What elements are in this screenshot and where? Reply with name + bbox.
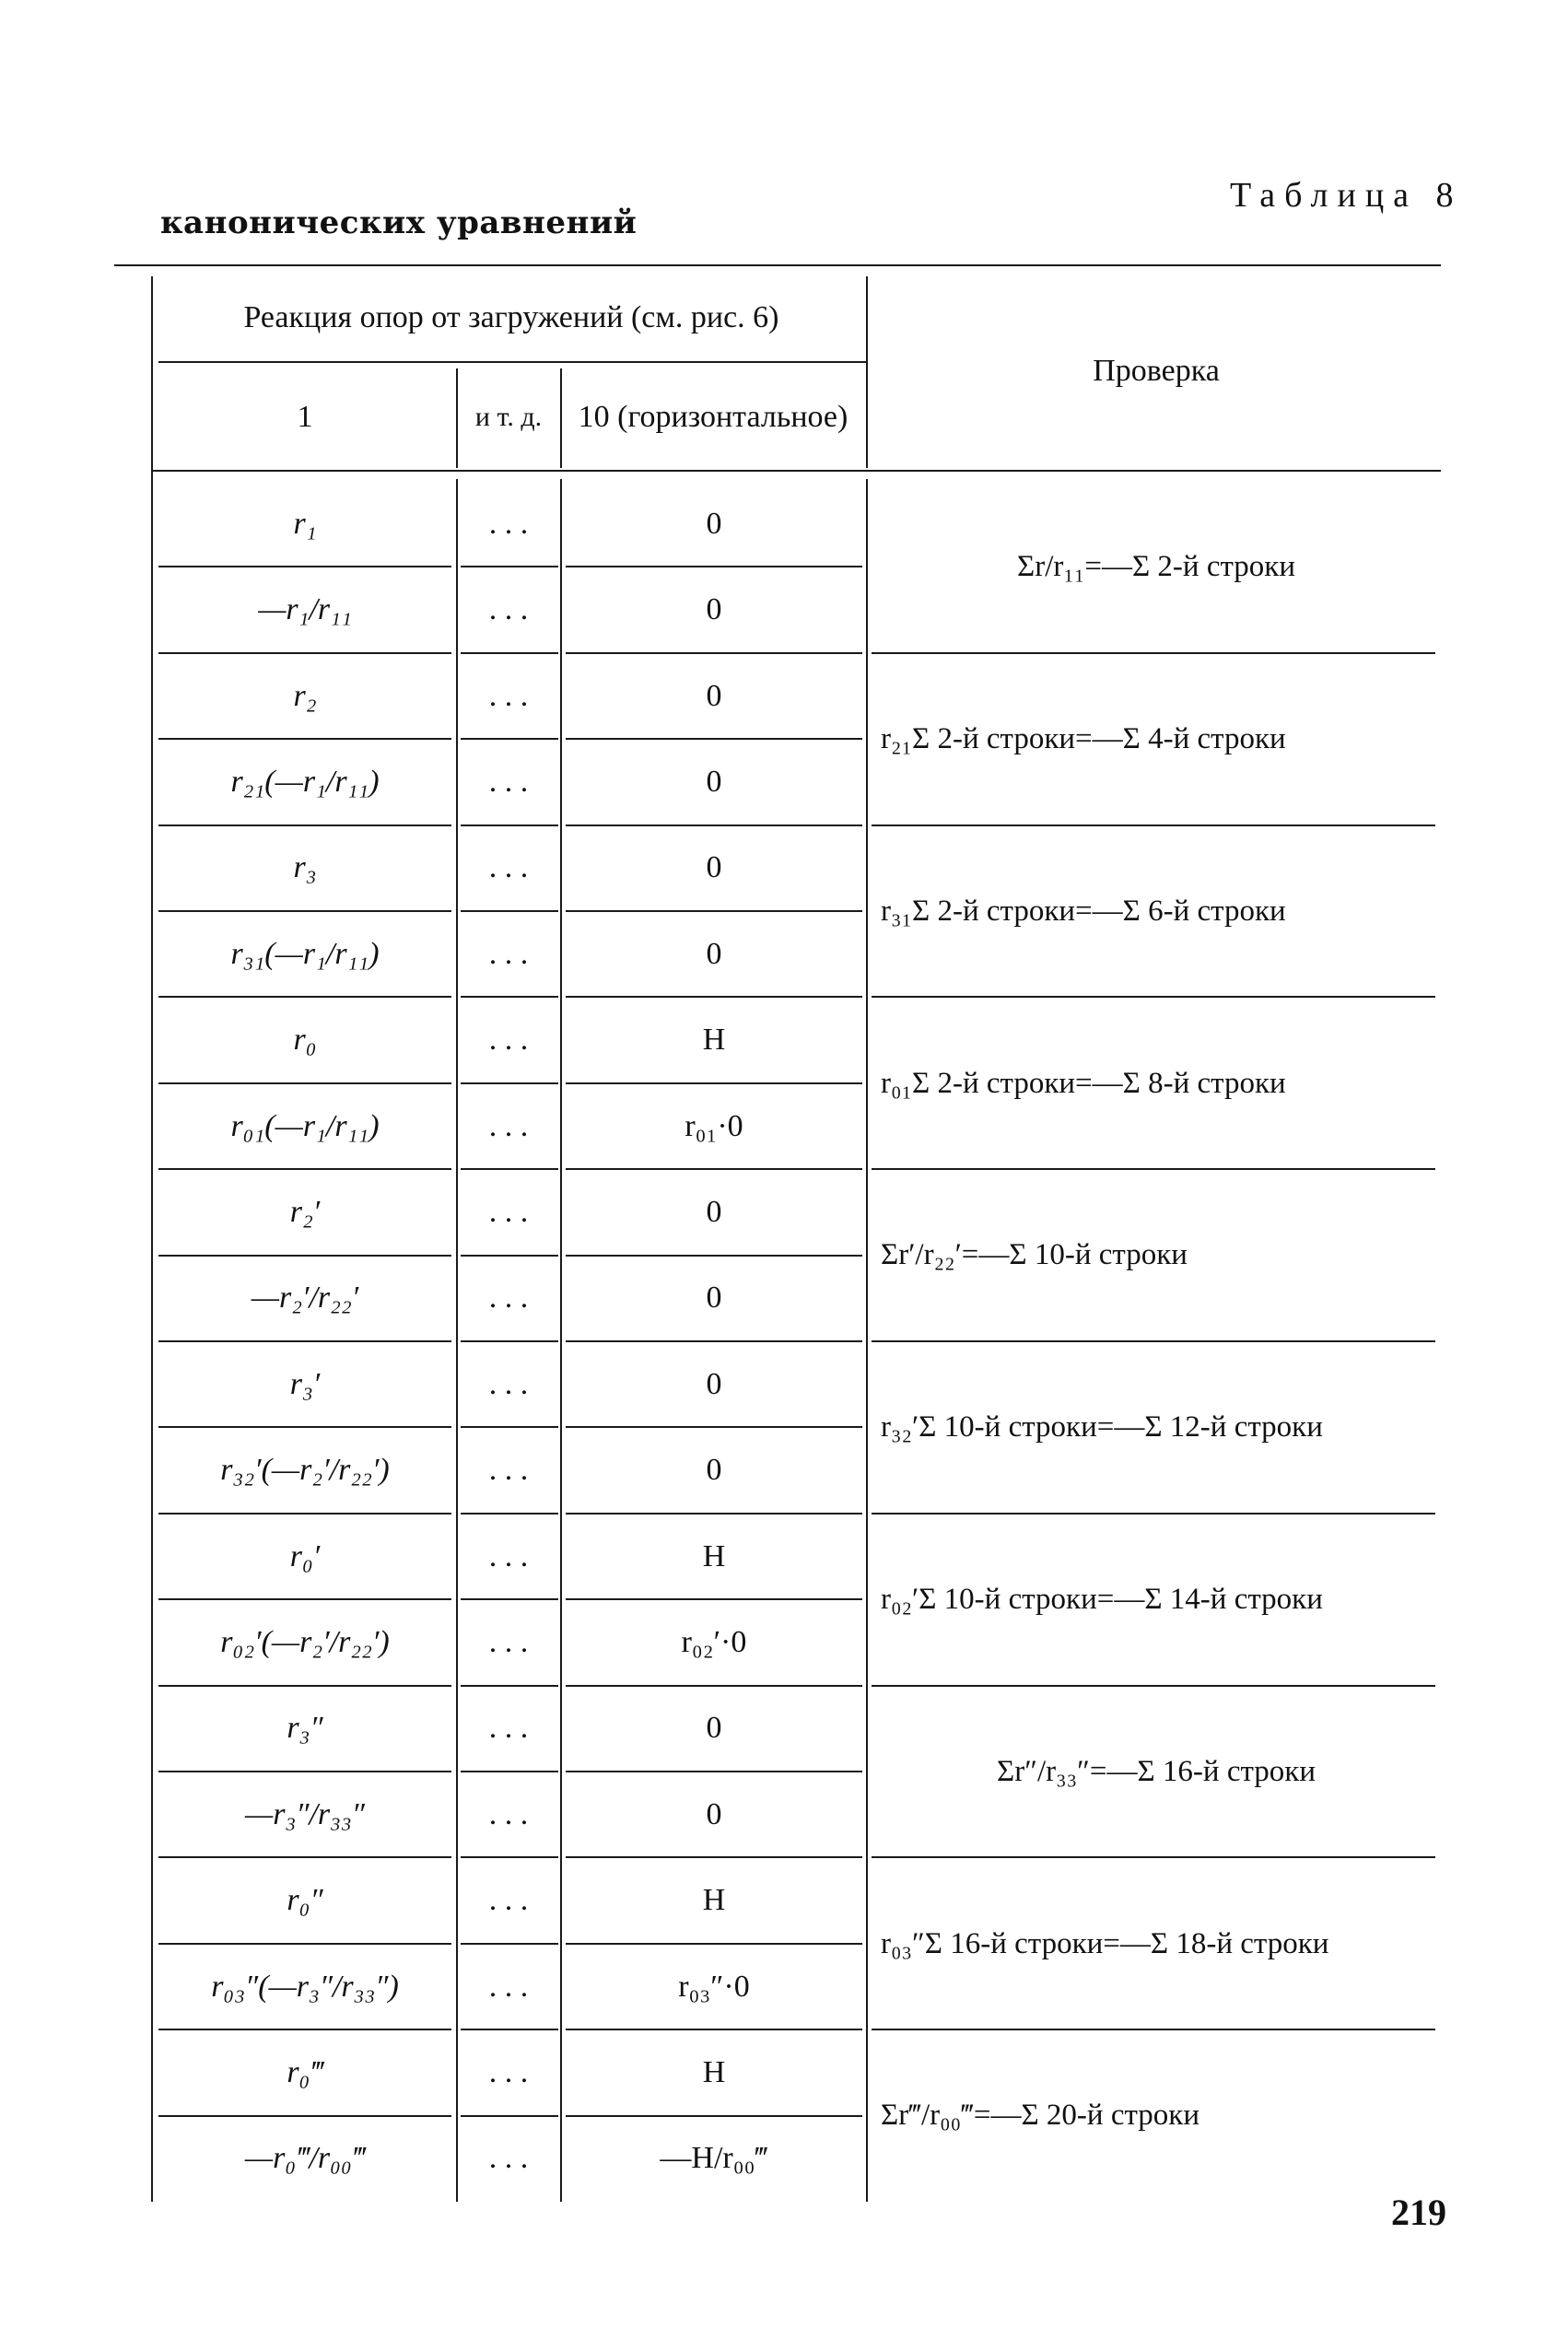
row-12-load-1: r₃₂′(—r₂′/r₂₂′) (220, 1453, 390, 1488)
row-11-ellipsis: . . . (488, 1366, 529, 1401)
check-9: r₀₃″Σ 16-й строки=—Σ 18-й строки (881, 1926, 1329, 1960)
check-1: Σr/r₁₁=—Σ 2-й строки (1017, 550, 1295, 584)
row-2-ellipsis: . . . (488, 592, 529, 627)
row-14-load-10: r₀₂′·0 (681, 1625, 747, 1660)
row-17-load-1: r₀″ (287, 1883, 323, 1918)
row-16-ellipsis: . . . (488, 1796, 529, 1831)
row-1-ellipsis: . . . (488, 506, 529, 541)
table-top-rule (114, 264, 1441, 266)
row-12-load-10: 0 (706, 1453, 722, 1488)
header-col-divider-1 (456, 368, 458, 468)
row-20-load-1: —r₀‴/r₀₀‴ (244, 2141, 366, 2176)
header-bottom-rule (151, 470, 1441, 472)
col-divider-1 (456, 479, 458, 2202)
row-10-load-10: 0 (706, 1281, 722, 1316)
check-5: Σr′/r₂₂′=—Σ 10-й строки (881, 1238, 1188, 1272)
row-7-ellipsis: . . . (488, 1023, 529, 1058)
row-9-load-10: 0 (706, 1195, 722, 1230)
header-col-divider-2 (560, 368, 562, 468)
col-divider-2 (560, 479, 562, 2202)
row-5-load-10: 0 (706, 850, 722, 885)
table-number: Таблица 8 (1230, 176, 1463, 215)
row-4-load-1: r₂₁(—r₁/r₁₁) (230, 765, 380, 800)
check-col-divider (866, 479, 868, 2202)
row-8-load-1: r₀₁(—r₁/r₁₁) (230, 1108, 380, 1143)
row-14-load-1: r₀₂′(—r₂′/r₂₂′) (220, 1625, 390, 1660)
row-10-load-1: —r₂′/r₂₂′ (251, 1281, 359, 1316)
row-12-ellipsis: . . . (488, 1453, 529, 1488)
row-5-ellipsis: . . . (488, 850, 529, 885)
row-15-ellipsis: . . . (488, 1711, 529, 1746)
row-18-load-10: r₀₃″·0 (678, 1969, 750, 2004)
table-caption: канонических уравнений (160, 205, 638, 241)
row-3-load-1: r₂ (293, 678, 317, 713)
row-20-load-10: —H/r₀₀‴ (660, 2141, 768, 2176)
row-13-ellipsis: . . . (488, 1538, 529, 1573)
header-col-3: 10 (горизонтальное) (578, 400, 848, 435)
row-3-load-10: 0 (706, 678, 722, 713)
row-16-load-10: 0 (706, 1796, 722, 1831)
check-8: Σr″/r₃₃″=—Σ 16-й строки (997, 1754, 1316, 1788)
row-18-load-1: r₀₃″(—r₃″/r₃₃″) (211, 1969, 399, 2004)
row-6-ellipsis: . . . (488, 936, 529, 971)
row-3-ellipsis: . . . (488, 678, 529, 713)
row-1-load-1: r₁ (293, 506, 317, 541)
row-13-load-1: r₀′ (289, 1538, 321, 1573)
header-col-2: и т. д. (474, 402, 543, 433)
check-10: Σr‴/r₀₀‴=—Σ 20-й строки (881, 2099, 1199, 2133)
row-15-load-10: 0 (706, 1711, 722, 1746)
row-16-load-1: —r₃″/r₃₃″ (245, 1796, 365, 1831)
page-number: 219 (1391, 2192, 1446, 2233)
check-3: r₃₁Σ 2-й строки=—Σ 6-й строки (881, 894, 1286, 928)
row-7-load-10: H (702, 1023, 726, 1058)
row-11-load-1: r₃′ (289, 1366, 321, 1401)
header-group-rule (158, 361, 866, 363)
row-6-load-10: 0 (706, 936, 722, 971)
row-15-load-1: r₃″ (287, 1711, 323, 1746)
check-2: r₂₁Σ 2-й строки=—Σ 4-й строки (881, 722, 1286, 756)
row-17-ellipsis: . . . (488, 1883, 529, 1918)
row-18-ellipsis: . . . (488, 1969, 529, 2004)
row-13-load-10: H (702, 1538, 726, 1573)
check-4: r₀₁Σ 2-й строки=—Σ 8-й строки (881, 1066, 1286, 1100)
row-20-ellipsis: . . . (488, 2141, 529, 2176)
row-4-ellipsis: . . . (488, 765, 529, 800)
row-19-ellipsis: . . . (488, 2055, 529, 2090)
row-19-load-10: H (702, 2055, 726, 2090)
check-6: r₃₂′Σ 10-й строки=—Σ 12-й строки (881, 1410, 1323, 1444)
table-left-border (151, 276, 153, 2202)
row-8-load-10: r₀₁·0 (685, 1108, 743, 1143)
row-11-load-10: 0 (706, 1366, 722, 1401)
row-4-load-10: 0 (706, 765, 722, 800)
row-2-load-10: 0 (706, 592, 722, 627)
row-17-load-10: H (702, 1883, 726, 1918)
row-9-ellipsis: . . . (488, 1195, 529, 1230)
header-check-divider (866, 276, 868, 468)
row-2-load-1: —r₁/r₁₁ (258, 592, 352, 627)
row-9-load-1: r₂′ (289, 1195, 321, 1230)
row-19-load-1: r₀‴ (287, 2055, 323, 2090)
row-7-load-1: r₀ (293, 1023, 317, 1058)
header-col-1: 1 (297, 400, 313, 435)
row-10-ellipsis: . . . (488, 1281, 529, 1316)
row-14-ellipsis: . . . (488, 1625, 529, 1660)
header-group-title: Реакция опор от загружений (см. рис. 6) (243, 300, 779, 335)
row-6-load-1: r₃₁(—r₁/r₁₁) (230, 936, 380, 971)
check-7: r₀₂′Σ 10-й строки=—Σ 14-й строки (881, 1583, 1323, 1617)
header-check: Проверка (1093, 354, 1220, 389)
row-8-ellipsis: . . . (488, 1108, 529, 1143)
row-1-load-10: 0 (706, 506, 722, 541)
row-5-load-1: r₃ (293, 850, 317, 885)
